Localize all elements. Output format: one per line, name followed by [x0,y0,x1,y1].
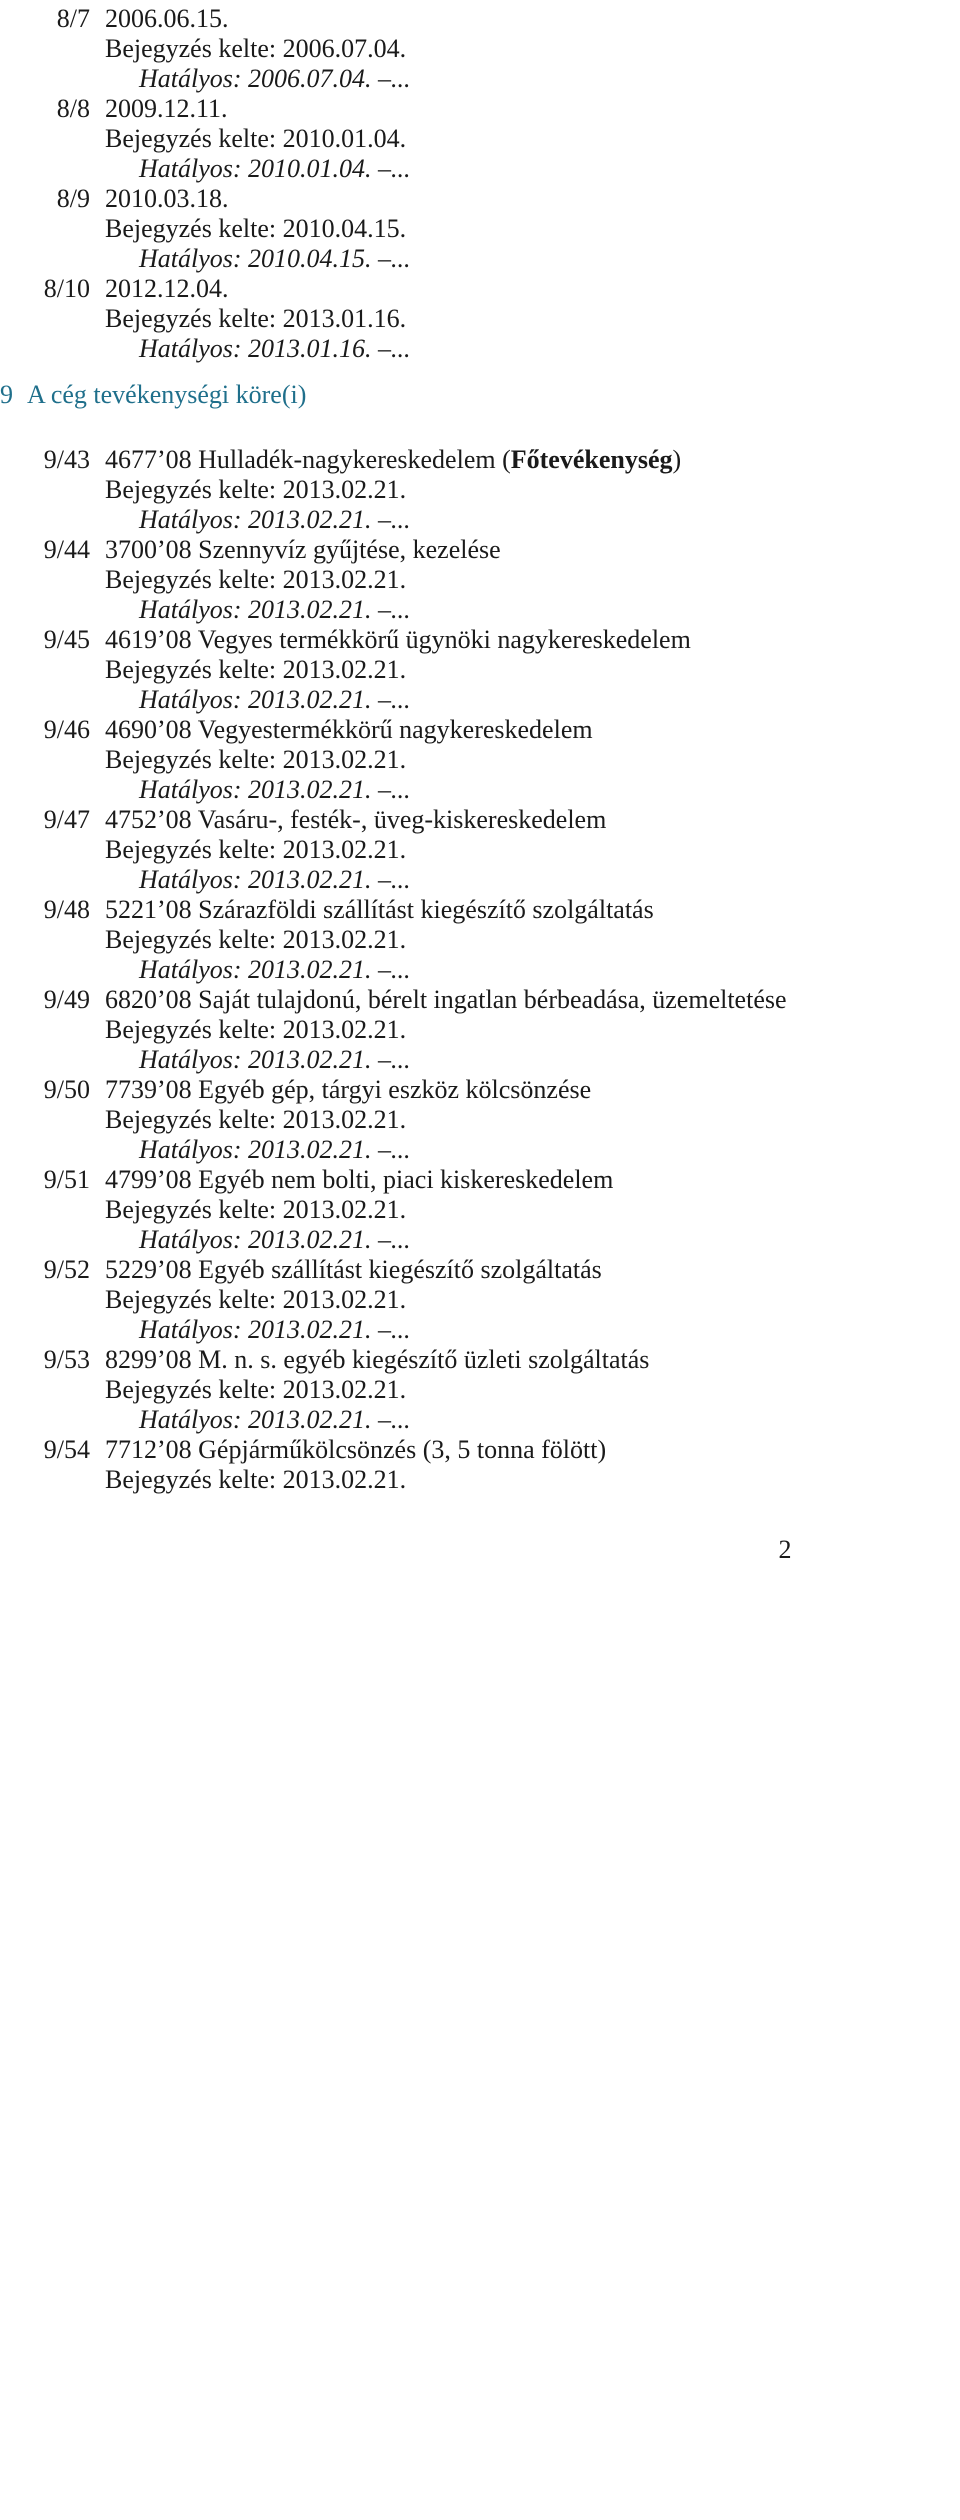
activity-hatalyos: Hatályos: 2013.02.21. –... [139,1405,411,1434]
activity-9-50 [0,1075,960,1165]
activity-9-54 [0,1435,960,1495]
activity-hatalyos: Hatályos: 2013.02.21. –... [139,955,411,984]
activity-number: 9/53 [43,1345,90,1374]
activity-kelte: Bejegyzés kelte: 2013.02.21. [105,1105,407,1134]
activity-hatalyos: Hatályos: 2013.02.21. –... [139,595,411,624]
activity-9-53 [0,1345,960,1435]
activity-9-51 [0,1165,960,1255]
activity-kelte: Bejegyzés kelte: 2013.02.21. [105,1195,407,1224]
entry-kelte: Bejegyzés kelte: 2010.04.15. [105,214,407,243]
activity-text [105,445,681,475]
activity-kelte: Bejegyzés kelte: 2013.02.21. [105,565,407,594]
entry-8-10 [0,274,960,364]
activity-number: 9/46 [43,715,90,744]
entry-date: 2009.12.11. [105,94,228,123]
entry-date: 2012.12.04. [105,274,229,303]
activity-hatalyos: Hatályos: 2013.02.21. –... [139,865,411,894]
activity-9-48 [0,895,960,985]
activity-text: 4752’08 Vasáru-, festék-, üveg-kiskereskedelem [105,805,607,834]
activity-text: 5229’08 Egyéb szállítást kiegészítő szolgáltatás [105,1255,602,1284]
activity-kelte: Bejegyzés kelte: 2013.02.21. [105,745,407,774]
entry-kelte: Bejegyzés kelte: 2006.07.04. [105,34,407,63]
activity-text-after: ) [672,445,682,474]
activity-9-52 [0,1255,960,1345]
activity-kelte: Bejegyzés kelte: 2013.02.21. [105,1465,407,1494]
activity-hatalyos: Hatályos: 2013.02.21. –... [139,505,411,534]
activity-number: 9/50 [43,1075,90,1104]
activity-9-44 [0,535,960,625]
activity-number: 9/49 [43,985,90,1014]
activity-text: 5221’08 Szárazföldi szállítást kiegészítő szolgáltatás [105,895,654,924]
activity-number: 9/45 [43,625,90,654]
entry-hatalyos: Hatályos: 2013.01.16. –... [139,334,411,363]
activity-number: 9/54 [43,1435,90,1464]
activity-kelte: Bejegyzés kelte: 2013.02.21. [105,1015,407,1044]
activity-text: 3700’08 Szennyvíz gyűjtése, kezelése [105,535,501,564]
entry-kelte: Bejegyzés kelte: 2013.01.16. [105,304,407,333]
entry-8-9 [0,184,960,274]
activity-number: 9/44 [43,535,90,564]
page-number: 2 [778,1535,792,1564]
activity-hatalyos: Hatályos: 2013.02.21. –... [139,1225,411,1254]
activity-text-before: 4677’08 Hulladék-nagykereskedelem ( [105,445,511,474]
entry-number: 8/10 [43,274,90,303]
activity-text: 7712’08 Gépjárműkölcsönzés (3, 5 tonna fölött) [105,1435,607,1464]
activity-text: 4799’08 Egyéb nem bolti, piaci kiskereskedelem [105,1165,614,1194]
activity-number: 9/52 [43,1255,90,1284]
activity-number: 9/47 [43,805,90,834]
entry-hatalyos: Hatályos: 2010.04.15. –... [139,244,411,273]
activity-number: 9/48 [43,895,90,924]
activity-hatalyos: Hatályos: 2013.02.21. –... [139,1045,411,1074]
activity-text: 4690’08 Vegyestermékkörű nagykereskedelem [105,715,593,744]
entry-number: 8/9 [56,184,90,213]
activity-hatalyos: Hatályos: 2013.02.21. –... [139,1135,411,1164]
entry-hatalyos: Hatályos: 2006.07.04. –... [139,64,411,93]
entry-number: 8/8 [56,94,90,123]
entry-number: 8/7 [56,4,90,33]
activity-kelte: Bejegyzés kelte: 2013.02.21. [105,1375,407,1404]
activity-kelte: Bejegyzés kelte: 2013.02.21. [105,475,407,504]
activity-text: 6820’08 Saját tulajdonú, bérelt ingatlan bérbeadása, üzemeltetése [105,985,787,1014]
section-heading [0,380,306,410]
activity-kelte: Bejegyzés kelte: 2013.02.21. [105,925,407,954]
activity-9-43 [0,445,960,535]
activity-9-47 [0,805,960,895]
activity-kelte: Bejegyzés kelte: 2013.02.21. [105,835,407,864]
activity-kelte: Bejegyzés kelte: 2013.02.21. [105,1285,407,1314]
activity-text: 4619’08 Vegyes termékkörű ügynöki nagykereskedelem [105,625,691,654]
activity-9-45 [0,625,960,715]
entry-date: 2006.06.15. [105,4,229,33]
activity-hatalyos: Hatályos: 2013.02.21. –... [139,775,411,804]
entry-8-8 [0,94,960,184]
activity-hatalyos: Hatályos: 2013.02.21. –... [139,685,411,714]
activity-text: 8299’08 M. n. s. egyéb kiegészítő üzleti szolgáltatás [105,1345,650,1374]
activity-number: 9/51 [43,1165,90,1194]
section-title-text: A cég tevékenységi köre(i) [27,380,307,409]
entry-kelte: Bejegyzés kelte: 2010.01.04. [105,124,407,153]
entry-8-7 [0,4,960,94]
activity-hatalyos: Hatályos: 2013.02.21. –... [139,1315,411,1344]
entry-date: 2010.03.18. [105,184,229,213]
main-activity-label: Főtevékenység [510,445,673,474]
activity-9-49 [0,985,960,1075]
activity-number: 9/43 [43,445,90,474]
entry-hatalyos: Hatályos: 2010.01.04. –... [139,154,411,183]
activity-kelte: Bejegyzés kelte: 2013.02.21. [105,655,407,684]
section-number: 9 [0,380,13,409]
activity-9-46 [0,715,960,805]
activity-text: 7739’08 Egyéb gép, tárgyi eszköz kölcsönzése [105,1075,592,1104]
